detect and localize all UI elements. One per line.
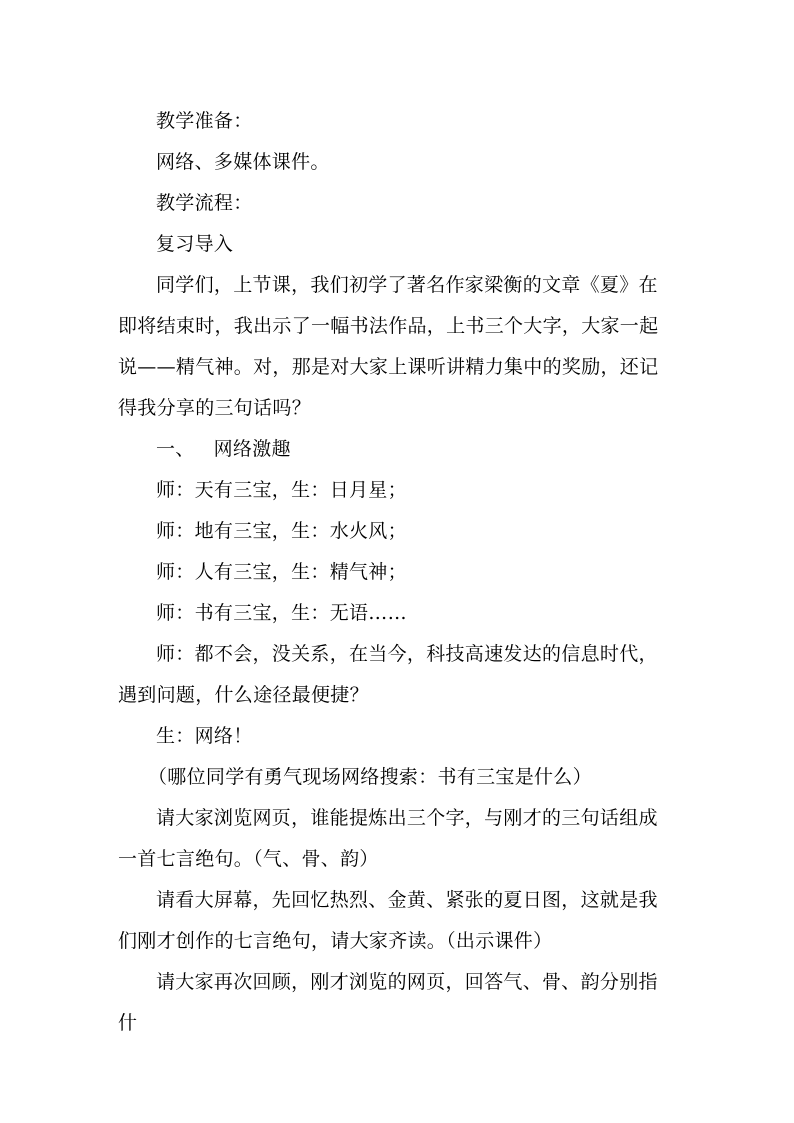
dialogue-line: 师：地有三宝，生：水火风； [156,520,407,542]
instruction-paragraph: 请大家再次回顾，刚才浏览的网页，回答气、骨、韵分别指什 [118,971,658,1034]
dialogue-line: 师：人有三宝，生：精气神； [156,561,407,583]
dialogue-line: 生：网络！ [156,725,253,747]
review-paragraph: 同学们，上节课，我们初学了著名作家梁衡的文章《夏》在即将结束时，我出示了一幅书法作品，上书三个大字，大家一起说——精气神。对，那是对大家上课听讲精力集中的奖励，还记得我分享的三句话吗？ [118,274,659,419]
section-number: 一、 [156,438,195,460]
section-heading-network [118,429,676,470]
prep-heading: 教学准备： [156,110,253,132]
review-heading: 复习导入 [156,233,234,255]
document-body [118,101,676,1044]
instruction-paragraph: 请大家浏览网页，谁能提炼出三个字，与刚才的三句话组成一首七言绝句。（气、骨、韵） [118,807,658,870]
dialogue-line: 师：天有三宝，生：日月星； [156,479,407,501]
dialogue-line: 师：都不会，没关系，在当今，科技高速发达的信息时代，遇到问题，什么途径最便捷？ [118,643,658,706]
flow-heading: 教学流程： [156,192,253,214]
parenthetical-note: （哪位同学有勇气现场网络搜索：书有三宝是什么） [148,766,592,788]
prep-content: 网络、多媒体课件。 [156,151,330,173]
section-title: 网络激趣 [213,438,291,460]
dialogue-line: 师：书有三宝，生：无语…… [156,602,407,624]
instruction-paragraph: 请看大屏幕，先回忆热烈、金黄、紧张的夏日图，这就是我们刚才创作的七言绝句，请大家齐读。（出示课件） [118,889,658,952]
